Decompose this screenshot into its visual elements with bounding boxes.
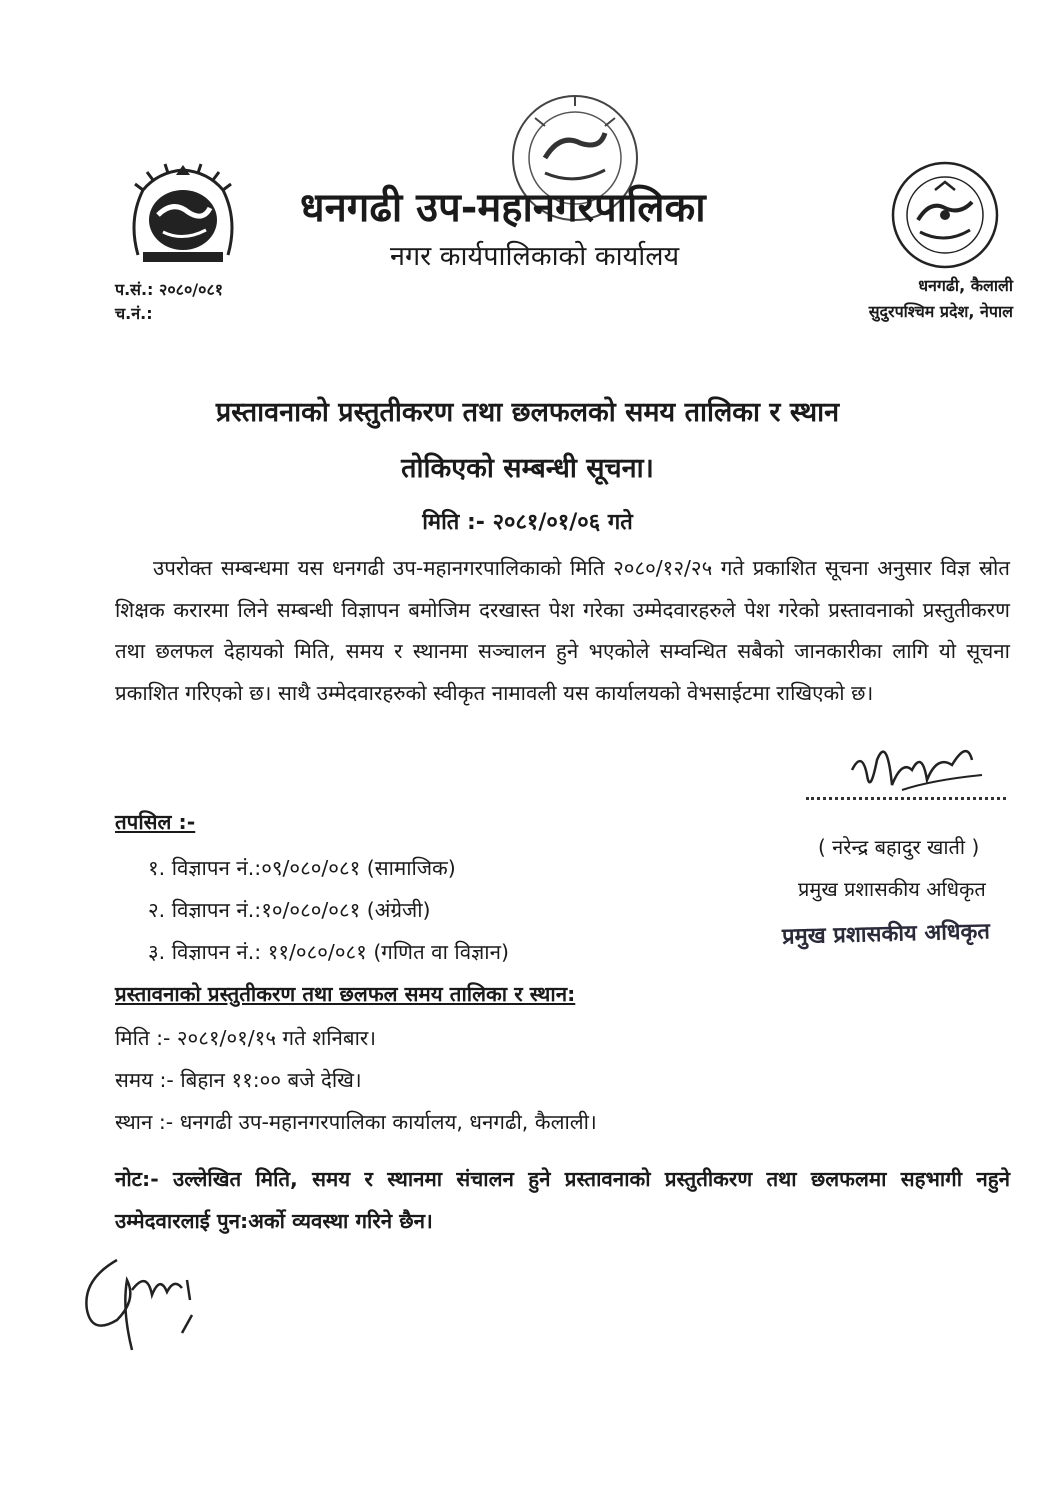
note-text: नोट:- उल्लेखित मिति, समय र स्थानमा संचालन हुने प्रस्तावनाको प्रस्तुतीकरण तथा छलफलमा सहभागी नहुने उम्मेदवारलाई पुन:अर्को व्यवस्था गरिने छैन। — [115, 1167, 1010, 1233]
signature-left-icon — [72, 1240, 222, 1360]
signatory-title: प्रमुख प्रशासकीय अधिकृत — [798, 877, 986, 901]
schedule-time: समय :- बिहान ११:०० बजे देखि। — [115, 1068, 362, 1092]
signatory-stamp: प्रमुख प्रशासकीय अधिकृत — [781, 919, 991, 950]
organization-name: धनगढी उप-महानगरपालिका — [300, 185, 706, 231]
schedule-heading: प्रस्तावनाको प्रस्तुतीकरण तथा छलफल समय तालिका र स्थान: — [115, 982, 576, 1006]
dispatch-number: च.नं.: — [115, 304, 153, 323]
list-item: २. विज्ञापन नं.:१०/०८०/०८१ (अंग्रेजी) — [148, 898, 431, 922]
list-item: ३. विज्ञापन नं.: ११/०८०/०८१ (गणित वा विज्ञान) — [148, 940, 509, 964]
list-item: १. विज्ञापन नं.:०९/०८०/०८१ (सामाजिक) — [148, 856, 456, 880]
notice-body: उपरोक्त सम्बन्धमा यस धनगढी उप-महानगरपालिकाको मिति २०८०/१२/२५ गते प्रकाशित सूचना अनुसार विज्ञ स्रोत शिक्षक करारमा लिने सम्बन्धी विज्ञापन बमोजिम दरखास्त पेश गरेका उम्मेदवारहरुले पेश गरेको प्रस्तावनाको प्रस्तुतीकरण तथा छलफल देहायको मिति, समय र स्थानमा सञ्चालन हुने भएकोले सम्वन्धित सबैको जानकारीका लागि यो सूचना प्रकाशित गरिएको छ। साथै उम्मेदवारहरुको स्वीकृत नामावली यस कार्यालयको वेभसाईटमा राखिएको छ। — [115, 556, 1010, 705]
notice-date: मिति :- २०८१/०१/०६ गते — [422, 510, 633, 535]
address-line-1: धनगढी, कैलाली — [918, 276, 1013, 295]
nepal-emblem-icon — [118, 160, 248, 270]
office-name: नगर कार्यपालिकाको कार्यालय — [390, 241, 680, 272]
signatory-name: ( नरेन्द्र बहादुर खाती ) — [818, 835, 980, 859]
details-heading: तपसिल :- — [115, 810, 196, 834]
schedule-date: मिति :- २०८१/०१/१५ गते शनिबार। — [115, 1026, 377, 1050]
address-line-2: सुदुरपश्चिम प्रदेश, नेपाल — [868, 302, 1013, 321]
reference-number: प.सं.: २०८०/०८१ — [115, 280, 224, 299]
schedule-place: स्थान :- धनगढी उप-महानगरपालिका कार्यालय, धनगढी, कैलाली। — [115, 1110, 597, 1134]
municipality-logo-icon — [890, 160, 1000, 270]
notice-title-line-2: तोकिएको सम्बन्धी सूचना। — [401, 453, 654, 484]
signature-line — [806, 797, 1006, 800]
notice-title-line-1: प्रस्तावनाको प्रस्तुतीकरण तथा छलफलको समय तालिका र स्थान — [215, 397, 840, 428]
